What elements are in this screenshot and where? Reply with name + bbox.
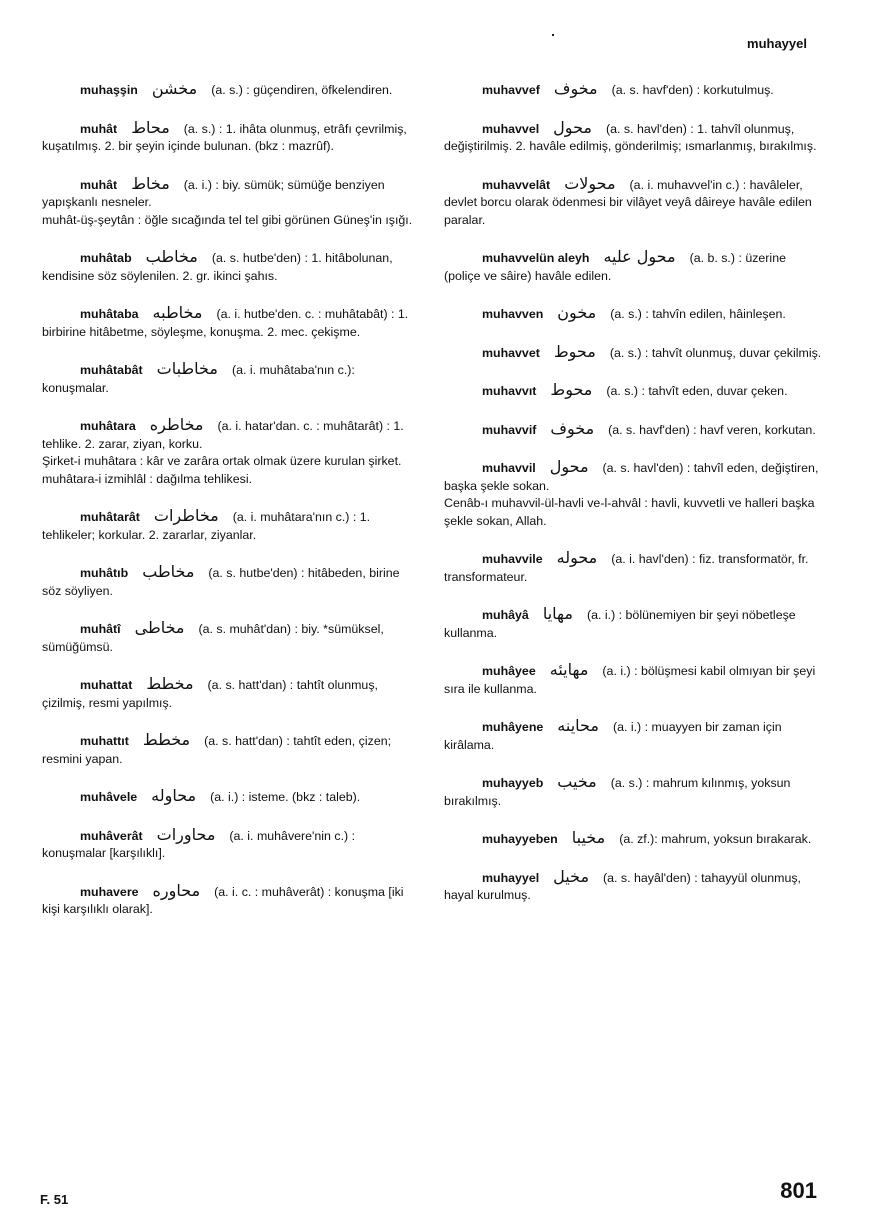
arabic-spelling: مخشن — [151, 79, 198, 98]
dictionary-entry — [444, 304, 822, 324]
headword: muhavvif — [482, 422, 537, 437]
arabic-spelling: محولات — [564, 173, 616, 193]
definition: (a. i.) : isteme. (bkz : taleb). — [210, 790, 361, 804]
dictionary-entry — [42, 416, 420, 488]
definition: (a. s. hatt'dan) : tahtît olunmuş, çizilmiş, resmi yapılmış. — [42, 678, 378, 710]
sub-entry: muhâtara-i izmihlâl : dağılma tehlikesi. — [42, 471, 253, 486]
headword: muhavvef — [482, 83, 540, 97]
arabic-spelling: مهايئه — [549, 660, 589, 679]
headword: muhâtara — [80, 419, 136, 433]
definition: (a. i. hutbe'den. c. : muhâtabât) : 1. birbirine hitâbetme, söyleşme, konuşma. 2. mec. çekişme. — [42, 307, 409, 339]
signature-mark: F. 51 — [40, 1192, 69, 1207]
arabic-spelling: مهايا — [542, 604, 573, 623]
dictionary-entry — [42, 175, 420, 230]
headword: muhayyel — [482, 870, 540, 885]
headword: muhâyene — [482, 720, 544, 734]
arabic-spelling: مخون — [557, 303, 597, 322]
dictionary-entry — [444, 829, 822, 849]
dictionary-entry — [444, 773, 822, 810]
definition: (a. i. muhâvere'nin c.) : konuşmalar [karşılıklı]. — [42, 828, 356, 860]
sub-entry: muhât-üş-şeytân : öğle sıcağında tel tel gibi görünen Güneş'in ışığı. — [42, 212, 413, 227]
definition: (a. s. hutbe'den) : 1. hitâbolunan, kendisine söz söylenilen. 2. gr. ikinci şahıs. — [42, 251, 393, 283]
dictionary-entry — [42, 882, 420, 919]
dictionary-entry — [444, 119, 822, 156]
definition: (a. s.) : güçendiren, öfkelendiren. — [211, 83, 393, 97]
arabic-spelling: مخطط — [142, 730, 191, 749]
arabic-spelling: مخاطره — [149, 415, 204, 434]
headword: muhâtarât — [80, 510, 140, 524]
definition: (a. s. havf'den) : havf veren, korkutan. — [608, 422, 816, 437]
definition: (a. s.) : tahvît eden, duvar çeken. — [606, 384, 788, 398]
headword: muhâvele — [80, 790, 138, 804]
arabic-spelling: مخاطى — [134, 618, 185, 637]
headword: muhâtabât — [80, 363, 143, 377]
definition: (a. i. muhâtaba'nın c.): konuşmalar. — [42, 363, 355, 395]
headword: muhavere — [80, 884, 139, 899]
headword: muhâtıb — [80, 566, 129, 580]
definition: (a. b. s.) : üzerine (poliçe ve sâire) havâle edilen. — [444, 251, 786, 283]
headword: muhâtî — [80, 622, 121, 636]
dictionary-entry — [444, 420, 822, 440]
arabic-spelling: محاوره — [152, 880, 201, 900]
print-speck — [552, 34, 554, 36]
dictionary-entry — [444, 605, 822, 642]
running-head: muhayyel — [747, 36, 807, 51]
dictionary-entry — [42, 80, 420, 100]
dictionary-entry — [444, 868, 822, 905]
page-number: 801 — [780, 1178, 817, 1203]
definition: (a. s. muhât'dan) : biy. *sümüksel, sümüğümsü. — [42, 622, 384, 654]
dictionary-entry — [444, 248, 822, 285]
definition: (a. i.) : bölünemiyen bir şeyi nöbetleşe kullanma. — [444, 608, 796, 640]
definition: (a. s.) : 1. ihâta olunmuş, etrâfı çevrilmiş, kuşatılmış. 2. bir şeyin içinde bulunan. (bkz : mazrûf). — [42, 121, 407, 153]
headword: muhavvelât — [482, 177, 551, 192]
definition: (a. s.) : tahvît olunmuş, duvar çekilmiş. — [609, 345, 822, 360]
arabic-spelling: محاورات — [156, 824, 216, 844]
arabic-spelling: مخاطبات — [156, 359, 218, 378]
arabic-spelling: مخاطبه — [152, 303, 203, 322]
definition: (a. s.) : tahvîn edilen, hâinleşen. — [610, 307, 786, 321]
dictionary-entry — [42, 826, 420, 863]
definition: (a. i.) : muayyen bir zaman için kirâlama. — [444, 720, 782, 752]
dictionary-entry — [444, 661, 822, 698]
right-column — [444, 80, 822, 924]
dictionary-entry — [42, 360, 420, 397]
headword: muhavvil — [482, 461, 536, 475]
headword: muhattat — [80, 678, 133, 692]
arabic-spelling: محاوله — [151, 786, 197, 805]
arabic-spelling: مخيبا — [571, 828, 606, 847]
arabic-spelling: مخاطب — [142, 562, 195, 581]
arabic-spelling: محول — [549, 457, 589, 476]
headword: muhavven — [482, 307, 544, 321]
arabic-spelling: مخيب — [557, 772, 597, 791]
dictionary-entry — [444, 381, 822, 401]
dictionary-entry — [42, 563, 420, 600]
headword: muhât — [80, 177, 118, 192]
arabic-spelling: مخاطرات — [153, 506, 219, 525]
headword: muhâyee — [482, 664, 536, 678]
definition: (a. zf.): mahrum, yoksun bırakarak. — [619, 832, 812, 846]
definition: (a. i. havl'den) : fiz. transformatör, fr. transformateur. — [444, 552, 809, 584]
headword: muhâtab — [80, 251, 132, 265]
arabic-spelling: مخاط — [131, 173, 170, 193]
dictionary-entry — [42, 619, 420, 656]
definition: (a. i.) : bölüşmesi kabil olmıyan bir şeyi sıra ile kullanma. — [444, 664, 816, 696]
headword: muhâverât — [80, 828, 143, 843]
arabic-spelling: محاينه — [557, 716, 599, 735]
definition: (a. s.) : mahrum kılınmış, yoksun bırakılmış. — [444, 776, 791, 808]
definition: (a. i. c. : muhâverât) : konuşma [iki kişi karşılıklı olarak]. — [42, 884, 404, 916]
dictionary-entry — [444, 175, 822, 230]
dictionary-entry — [42, 304, 420, 341]
definition: (a. s. havf'den) : korkutulmuş. — [611, 83, 774, 97]
sub-entry: Şirket-i muhâtara : kâr ve zarâra ortak olmak üzere kurulan şirket. — [42, 454, 402, 468]
dictionary-entry — [42, 787, 420, 807]
headword: muhât — [80, 121, 118, 136]
headword: muhavvel — [482, 121, 540, 136]
headword: muhaşşin — [80, 83, 138, 97]
arabic-spelling: محوله — [556, 548, 598, 567]
dictionary-entry — [42, 675, 420, 712]
arabic-spelling: مخطط — [146, 674, 194, 693]
left-column — [42, 80, 420, 938]
dictionary-entry — [444, 717, 822, 754]
definition: (a. s. hatt'dan) : tahtît eden, çizen; resmini yapan. — [42, 734, 392, 766]
definition: (a. s. havl'den) : tahvîl eden, değiştiren, başka şekle sokan. — [444, 461, 819, 493]
arabic-spelling: محول عليه — [603, 247, 676, 266]
headword: muhattıt — [80, 734, 129, 748]
definition: (a. i. muhâtara'nın c.) : 1. tehlikeler; korkular. 2. zararlar, ziyanlar. — [42, 510, 371, 542]
definition: (a. i. hatar'dan. c. : muhâtarât) : 1. tehlike. 2. zarar, ziyan, korku. — [42, 419, 404, 451]
dictionary-entry — [42, 119, 420, 156]
headword: muhâyâ — [482, 608, 529, 622]
dictionary-entry — [42, 731, 420, 768]
definition: (a. s. hutbe'den) : hitâbeden, birine söz söyliyen. — [42, 566, 400, 598]
headword: muhâtaba — [80, 307, 139, 321]
headword: muhavvile — [482, 552, 543, 566]
headword: muhavvelün aleyh — [482, 251, 590, 265]
sub-entry: Cenâb-ı muhavvil-ül-havli ve-l-ahvâl : havli, kuvvetli ve halleri başka şekle sokan, Allah. — [444, 496, 815, 528]
arabic-spelling: مخوف — [553, 79, 598, 98]
arabic-spelling: محول — [553, 117, 592, 137]
definition: (a. s. hayâl'den) : tahayyül olunmuş, hayal kurulmuş. — [444, 870, 801, 902]
dictionary-entry — [42, 507, 420, 544]
dictionary-entry — [444, 458, 822, 530]
headword: muhayyeben — [482, 832, 558, 846]
definition: (a. s. havl'den) : 1. tahvîl olunmuş, değiştirilmiş. 2. havâle edilmiş, gönderilmiş; ısmarlanmış, bırakılmış. — [444, 121, 817, 153]
headword: muhavvıt — [482, 384, 537, 398]
dictionary-entry — [42, 248, 420, 285]
arabic-spelling: محوط — [550, 380, 593, 399]
definition: (a. i. muhavvel'in c.) : havâleler, devlet borcu olarak ödenmesi bir vilâyet veyâ dâireye havâle edilen paralar. — [444, 177, 812, 227]
dictionary-entry — [444, 549, 822, 586]
headword: muhavvet — [482, 345, 540, 360]
headword: muhayyeb — [482, 776, 544, 790]
dictionary-entry — [444, 80, 822, 100]
arabic-spelling: محاط — [131, 117, 170, 137]
dictionary-entry — [444, 343, 822, 363]
arabic-spelling: مخيل — [553, 866, 590, 886]
arabic-spelling: محوط — [553, 341, 596, 361]
arabic-spelling: مخوف — [550, 418, 595, 438]
definition: (a. i.) : biy. sümük; sümüğe benziyen yapışkanlı nesneler. — [42, 177, 385, 209]
arabic-spelling: مخاطب — [145, 247, 198, 266]
